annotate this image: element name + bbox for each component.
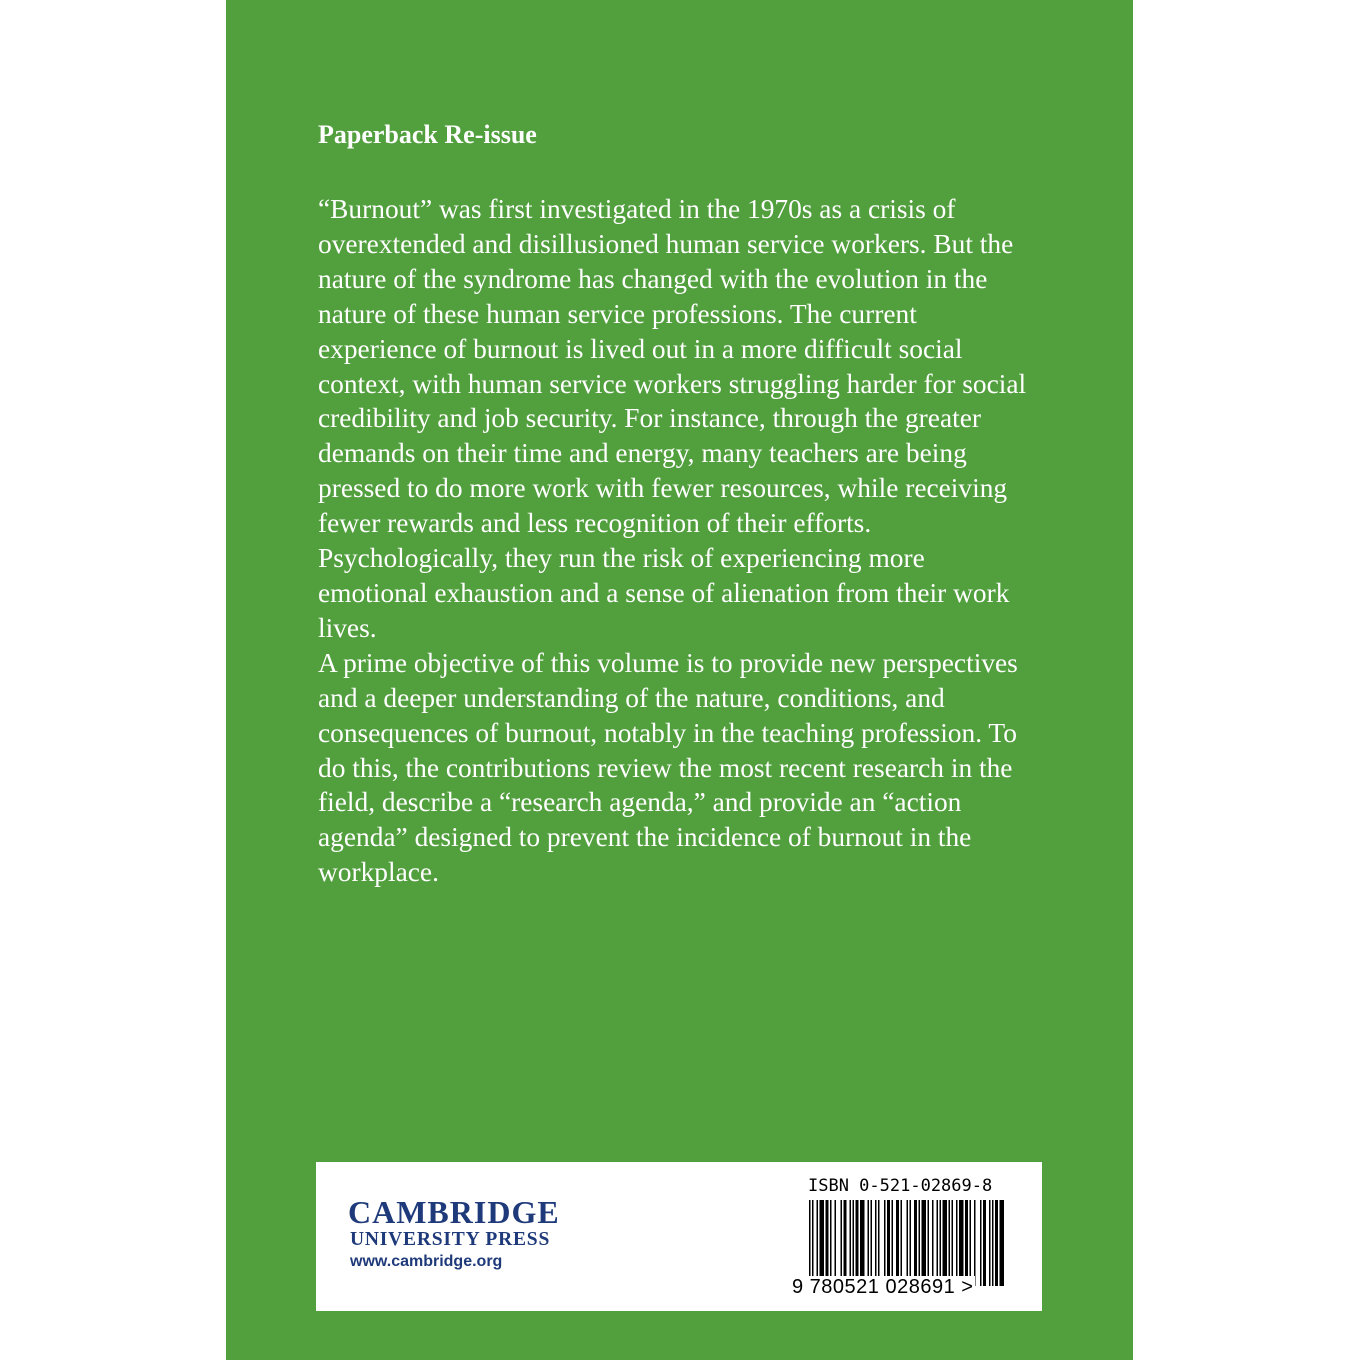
publisher-name: CAMBRIDGE: [348, 1194, 560, 1230]
blurb-line: nature of these human service professions. The current: [318, 298, 917, 329]
edition-label: Paperback Re-issue: [318, 120, 537, 149]
publisher-logo: [348, 1195, 560, 1273]
blurb: [318, 192, 1058, 890]
blurb-line: consequences of burnout, notably in the teaching profession. To: [318, 717, 1017, 748]
blurb-line: fewer rewards and less recognition of their efforts.: [318, 508, 872, 539]
blurb-line: experience of burnout is lived out in a more difficult social: [318, 333, 963, 364]
blurb-line: workplace.: [318, 857, 439, 888]
publisher-url[interactable]: www.cambridge.org: [350, 1253, 503, 1270]
blurb-line: agenda” designed to prevent the incidence of burnout in the: [318, 822, 972, 853]
publisher-footer-panel: [316, 1162, 1042, 1311]
blurb-line: nature of the syndrome has changed with the evolution in the: [318, 263, 988, 294]
blurb-line: do this, the contributions review the most recent research in the: [318, 752, 1013, 783]
blurb-line: context, with human service workers struggling harder for social: [318, 368, 1027, 399]
isbn-label: ISBN 0-521-02869-8: [808, 1176, 993, 1196]
blurb-paragraph-2: [318, 646, 1058, 890]
blurb-line: and a deeper understanding of the nature, conditions, and: [318, 682, 945, 713]
blurb-line: demands on their time and energy, many teachers are being: [318, 438, 967, 469]
blurb-line: A prime objective of this volume is to provide new perspectives: [318, 647, 1018, 678]
blurb-paragraph-1: [318, 192, 1058, 646]
barcode-digits: 9 780521 028691 >: [792, 1276, 974, 1298]
barcode-image: [809, 1200, 1005, 1286]
blurb-line: Psychologically, they run the risk of experiencing more: [318, 543, 925, 574]
blurb-line: field, describe a “research agenda,” and provide an “action: [318, 787, 962, 818]
blurb-line: lives.: [318, 612, 377, 643]
publisher-subtitle: UNIVERSITY PRESS: [350, 1229, 551, 1250]
blurb-line: emotional exhaustion and a sense of alienation from their work: [318, 577, 1010, 608]
blurb-line: “Burnout” was first investigated in the 1970s as a crisis of: [318, 194, 956, 224]
blurb-line: overextended and disillusioned human service workers. But the: [318, 228, 1014, 259]
blurb-line: credibility and job security. For instance, through the greater: [318, 403, 982, 434]
blurb-line: pressed to do more work with fewer resources, while receiving: [318, 473, 1008, 504]
